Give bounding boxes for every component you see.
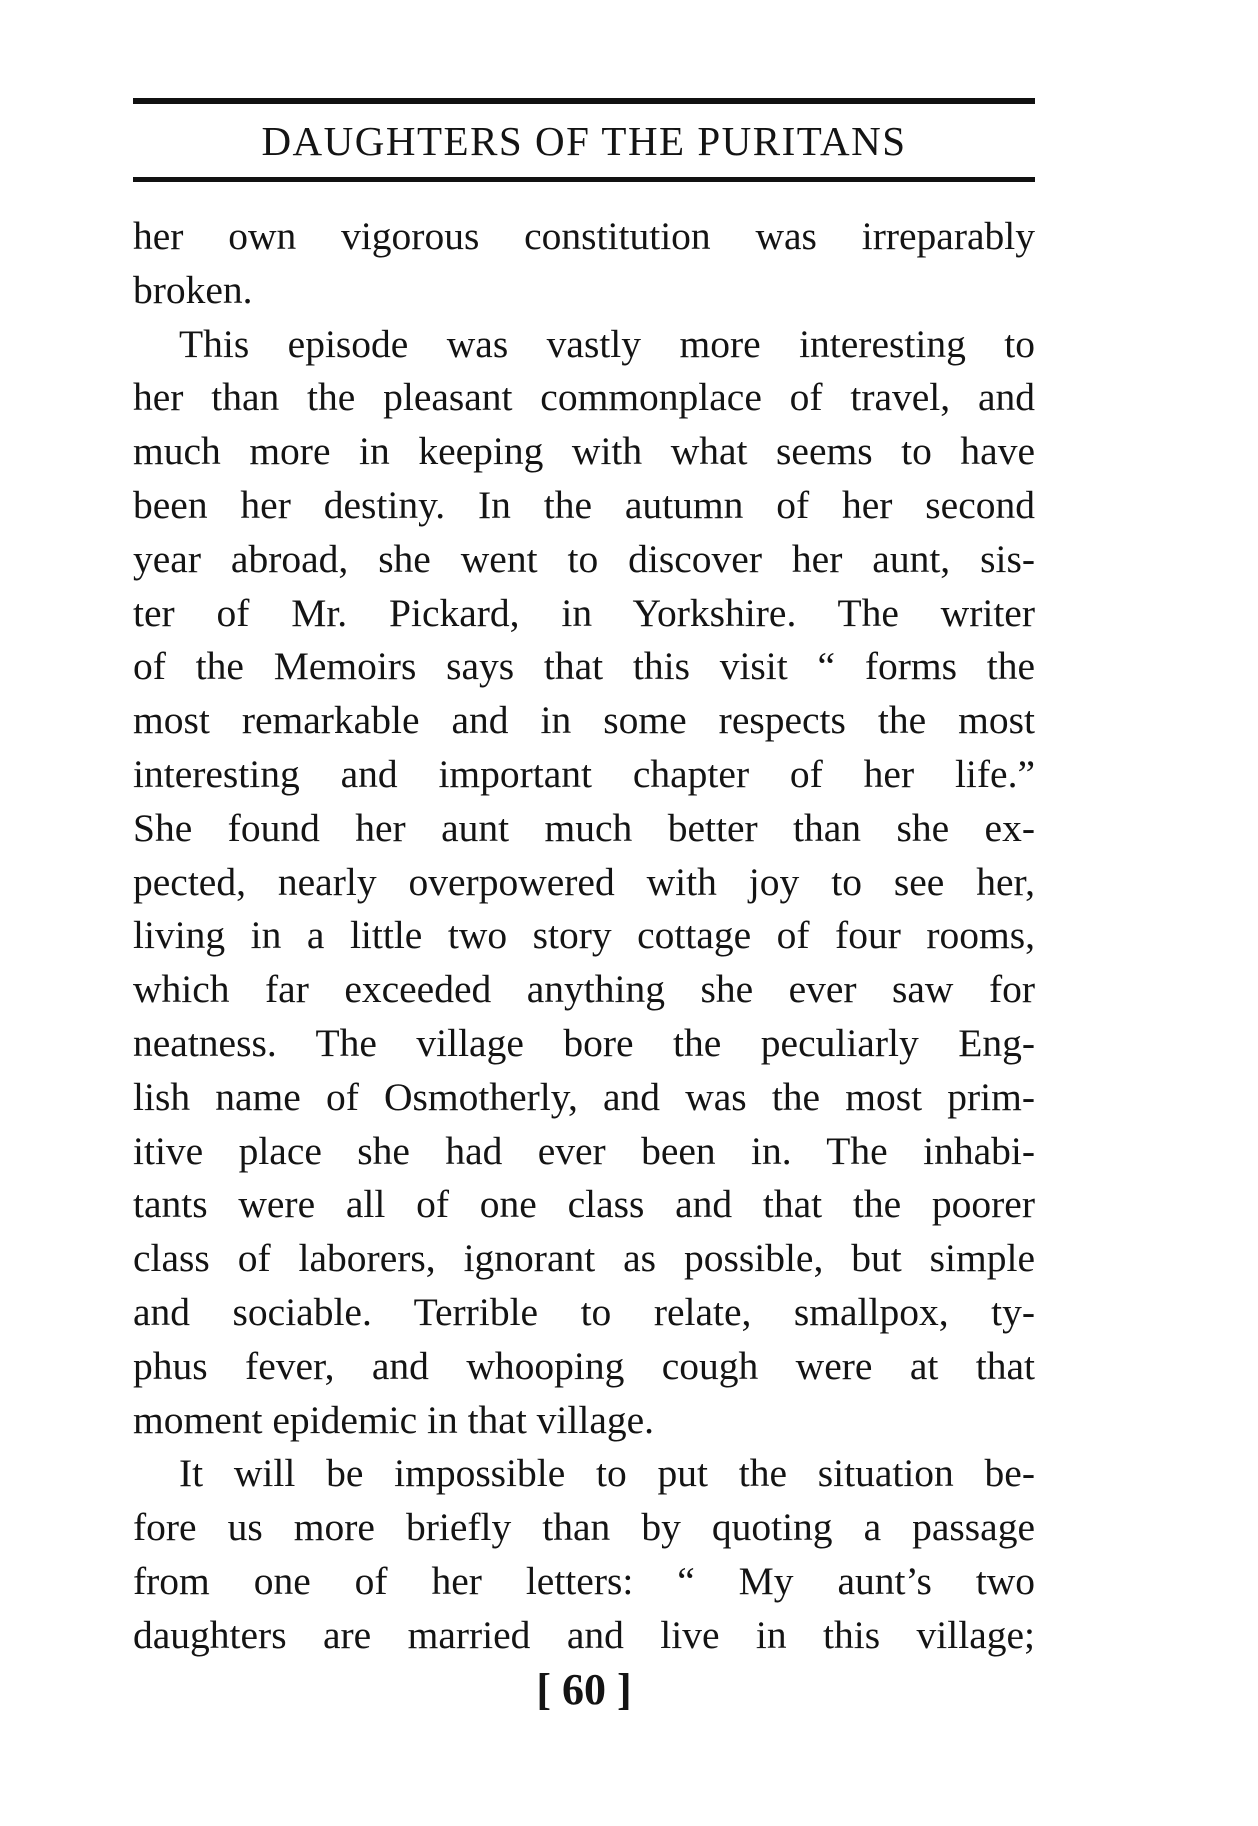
text-line: most remarkable and in some respects the most <box>133 698 1035 743</box>
text-line: itive place she had ever been in. The inhabi- <box>133 1128 1035 1173</box>
text-line: her own vigorous constitution was irreparably <box>133 214 1035 258</box>
text-line: much more in keeping with what seems to have <box>133 429 1035 474</box>
text-line: fore us more briefly than by quoting a passage <box>133 1505 1035 1550</box>
text-line: been her destiny. In the autumn of her second <box>133 482 1035 527</box>
text-line: interesting and important chapter of her life.” <box>133 751 1035 796</box>
text-line: daughters are married and live in this village; <box>133 1612 1035 1657</box>
text-line: and sociable. Terrible to relate, smallpox, ty- <box>133 1289 1035 1334</box>
text-line: year abroad, she went to discover her aunt, sis- <box>133 536 1035 581</box>
text-line: This episode was vastly more interesting to <box>179 321 1035 366</box>
text-line: pected, nearly overpowered with joy to see her, <box>133 859 1035 904</box>
text-line: neatness. The village bore the peculiarly Eng- <box>133 1020 1035 1065</box>
header-rule-top <box>133 98 1035 104</box>
text-line: broken. <box>133 267 253 312</box>
text-line: It will be impossible to put the situation be- <box>179 1451 1035 1496</box>
text-line: lish name of Osmotherly, and was the most prim- <box>133 1074 1035 1119</box>
text-line: which far exceeded anything she ever saw for <box>133 967 1035 1012</box>
page-number: [ 60 ] <box>536 1665 632 1714</box>
text-line: phus fever, and whooping cough were at that <box>133 1343 1035 1388</box>
running-head: DAUGHTERS OF THE PURITANS <box>261 118 907 164</box>
text-line: She found her aunt much better than she ex- <box>133 805 1035 850</box>
text-line: from one of her letters: “ My aunt’s two <box>133 1558 1035 1603</box>
header-rule-bottom <box>133 177 1035 182</box>
text-line: ter of Mr. Pickard, in Yorkshire. The writer <box>133 590 1035 635</box>
text-line: living in a little two story cottage of four rooms, <box>133 913 1035 958</box>
text-line: class of laborers, ignorant as possible, but simple <box>133 1236 1035 1281</box>
body-text <box>133 210 1035 1663</box>
text-line: her than the pleasant commonplace of travel, and <box>133 375 1035 420</box>
text-line: moment epidemic in that village. <box>133 1397 655 1442</box>
text-line: of the Memoirs says that this visit “ forms the <box>133 644 1035 689</box>
text-line: tants were all of one class and that the poorer <box>133 1182 1035 1227</box>
